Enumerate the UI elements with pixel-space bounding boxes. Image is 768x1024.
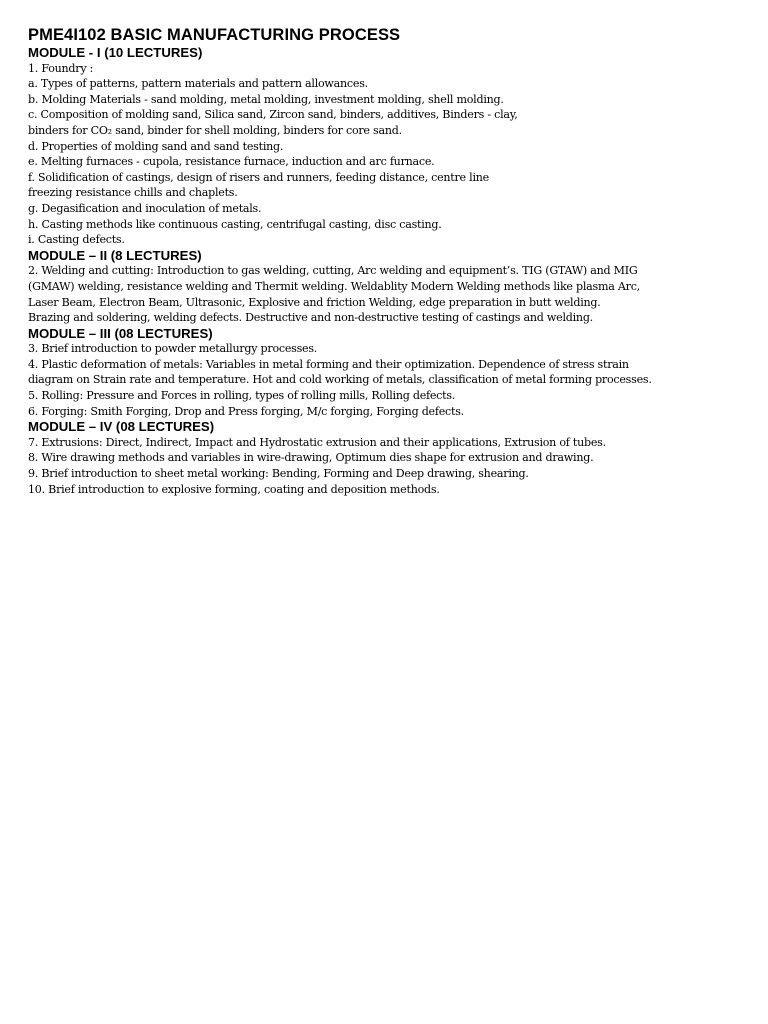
module-heading: MODULE - I (10 LECTURES) (28, 45, 203, 60)
syllabus-line: diagram on Strain rate and temperature. Hot and cold working of metals, classification of metal forming processes. (28, 373, 652, 387)
module-1 (28, 45, 738, 248)
syllabus-line: Brazing and soldering, welding defects. Destructive and non-destructive testing of castings and welding. (28, 311, 593, 325)
syllabus-line: b. Molding Materials - sand molding, metal molding, investment molding, shell molding. (28, 92, 504, 106)
syllabus-page (28, 26, 738, 497)
module-3 (28, 326, 738, 420)
syllabus-line: 9. Brief introduction to sheet metal working: Bending, Forming and Deep drawing, shearing. (28, 467, 529, 481)
syllabus-line: 6. Forging: Smith Forging, Drop and Press forging, M/c forging, Forging defects. (28, 404, 464, 418)
syllabus-line: e. Melting furnaces - cupola, resistance furnace, induction and arc furnace. (28, 155, 435, 169)
module-heading: MODULE – III (08 LECTURES) (28, 325, 213, 341)
syllabus-line: 4. Plastic deformation of metals: Variables in metal forming and their optimization. Dependence of stress strain (28, 357, 629, 371)
syllabus-line: h. Casting methods like continuous casting, centrifugal casting, disc casting. (28, 217, 442, 231)
module-4 (28, 419, 738, 497)
syllabus-line: 5. Rolling: Pressure and Forces in rolling, types of rolling mills, Rolling defects. (28, 389, 456, 403)
module-heading: MODULE – IV (08 LECTURES) (28, 419, 215, 435)
syllabus-line: 10. Brief introduction to explosive forming, coating and deposition methods. (28, 482, 440, 496)
syllabus-line: 3. Brief introduction to powder metallurgy processes. (28, 342, 318, 356)
syllabus-line: c. Composition of molding sand, Silica sand, Zircon sand, binders, additives, Binders - clay, (28, 108, 518, 122)
module-heading: MODULE – II (8 LECTURES) (28, 247, 202, 263)
syllabus-line: 7. Extrusions: Direct, Indirect, Impact and Hydrostatic extrusion and their applications, Extrusion of tubes. (28, 435, 606, 449)
syllabus-line: 8. Wire drawing methods and variables in wire-drawing, Optimum dies shape for extrusion and drawing. (28, 451, 594, 465)
syllabus-line: f. Solidification of castings, design of risers and runners, feeding distance, centre line (28, 170, 489, 184)
syllabus-line: freezing resistance chills and chaplets. (28, 186, 238, 200)
syllabus-line: Laser Beam, Electron Beam, Ultrasonic, Explosive and friction Welding, edge preparation in butt welding. (28, 295, 601, 309)
syllabus-line: 1. Foundry : (28, 61, 94, 75)
syllabus-line: i. Casting defects. (28, 233, 125, 247)
document-title: PME4I102 BASIC MANUFACTURING PROCESS (28, 26, 401, 44)
syllabus-line: a. Types of patterns, pattern materials and pattern allowances. (28, 77, 368, 91)
syllabus-line: (GMAW) welding, resistance welding and Thermit welding. Weldablity Modern Welding methods like plasma Arc, (28, 279, 640, 293)
syllabus-line: binders for CO₂ sand, binder for shell molding, binders for core sand. (28, 123, 402, 137)
syllabus-line: 2. Welding and cutting: Introduction to gas welding, cutting, Arc welding and equipment’s. TIG (GTAW) and MIG (28, 264, 638, 278)
syllabus-line: g. Degasification and inoculation of metals. (28, 201, 262, 215)
module-2 (28, 248, 738, 326)
syllabus-line: d. Properties of molding sand and sand testing. (28, 139, 284, 153)
